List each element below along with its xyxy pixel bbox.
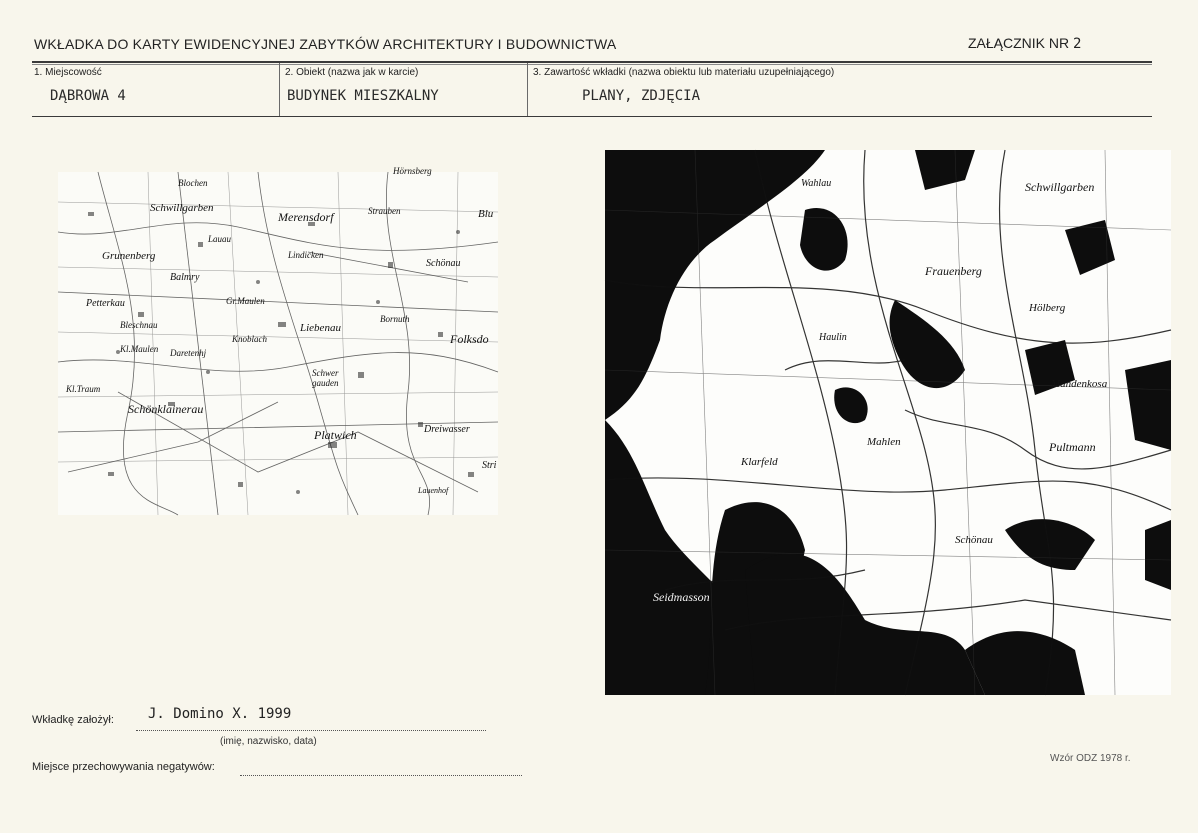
- map-label: Strauben: [368, 206, 401, 216]
- map-label: Wahlau: [801, 178, 832, 189]
- map-label: Lauau: [208, 234, 232, 244]
- map-label: Mahlen: [867, 436, 901, 448]
- field-value-locality: DĄBROWA 4: [50, 88, 126, 104]
- map-label: Dreiwasser: [424, 424, 470, 435]
- insert-author-caption: (imię, nazwisko, data): [220, 736, 317, 747]
- field-divider: [279, 63, 280, 117]
- map-label: Schwillgarben: [1025, 180, 1095, 194]
- field-label-content: 3. Zawartość wkładki (nazwa obiektu lub materiału uzupełniającego): [533, 67, 835, 78]
- field-label-object: 2. Obiekt (nazwa jak w karcie): [285, 67, 419, 78]
- map-label: Blu: [478, 208, 494, 220]
- map-label: Klarfeld: [741, 456, 778, 468]
- map-label: Petterkau: [86, 298, 125, 309]
- map-label: Schönau: [426, 258, 461, 269]
- annex-indicator: [968, 35, 1081, 52]
- map-label: Lauenhof: [418, 486, 449, 495]
- map-label: Platwich: [314, 428, 357, 442]
- map-label: Kl.Maulen: [120, 344, 159, 354]
- map-label: Bleschnau: [120, 320, 158, 330]
- map-label: Gr.Maulen: [226, 296, 265, 306]
- field-value-object: BUDYNEK MIESZKALNY: [287, 88, 439, 104]
- map-label: Haulin: [819, 332, 847, 343]
- map-label: Knoblach: [232, 334, 267, 344]
- map-label: Stri: [482, 460, 497, 471]
- map-label: Schönklainerau: [128, 402, 204, 416]
- map-label: Blochen: [178, 178, 208, 188]
- header-rule-thin: [32, 64, 1152, 65]
- fields-rule: [32, 116, 1152, 117]
- map-label: Merensdorf: [278, 210, 334, 224]
- field-divider: [527, 63, 528, 117]
- negatives-location-label: Miejsce przechowywania negatywów:: [32, 761, 215, 773]
- form-title: WKŁADKA DO KARTY EWIDENCYJNEJ ZABYTKÓW ARCHITEKTURY I BUDOWNICTWA: [34, 36, 617, 52]
- map-label: Liebenau: [300, 322, 341, 334]
- map-large-drawing: [605, 150, 1171, 695]
- map-label: Bornuth: [380, 314, 410, 324]
- annex-number: 2: [1073, 36, 1082, 52]
- negatives-location-line: [240, 775, 522, 776]
- map-label: Kl.Traum: [66, 384, 101, 394]
- map-label: Hörnsberg: [393, 166, 432, 176]
- map-label: Daretenhj: [170, 348, 207, 358]
- map-label: Lindicken: [288, 250, 324, 260]
- map-label: Hölberg: [1029, 302, 1066, 314]
- map-label: Frauenberg: [925, 264, 982, 278]
- topographic-map-small: [58, 166, 498, 515]
- map-label: Schwillgarben: [150, 202, 214, 214]
- map-label: Grunenberg: [102, 250, 156, 262]
- map-label: Balmry: [170, 272, 200, 283]
- map-label: Seidmasson: [653, 590, 710, 604]
- annex-label: ZAŁĄCZNIK NR: [968, 35, 1070, 51]
- map-label: Mandenkosa: [1051, 378, 1108, 390]
- field-value-content: PLANY, ZDJĘCIA: [582, 88, 701, 104]
- map-label: Pultmann: [1049, 440, 1096, 454]
- map-label: Folksdo: [450, 332, 489, 346]
- field-label-locality: 1. Miejscowość: [34, 67, 102, 78]
- header-rule: [32, 61, 1152, 63]
- insert-author-value: J. Domino X. 1999: [148, 706, 292, 722]
- form-template-note: Wzór ODZ 1978 r.: [1050, 753, 1131, 764]
- insert-author-line: [136, 730, 486, 731]
- map-label: Schönau: [955, 534, 993, 546]
- insert-author-label: Wkładkę założył:: [32, 714, 114, 726]
- map-label: Schwer gauden: [312, 368, 339, 388]
- historical-map-large: [605, 150, 1171, 695]
